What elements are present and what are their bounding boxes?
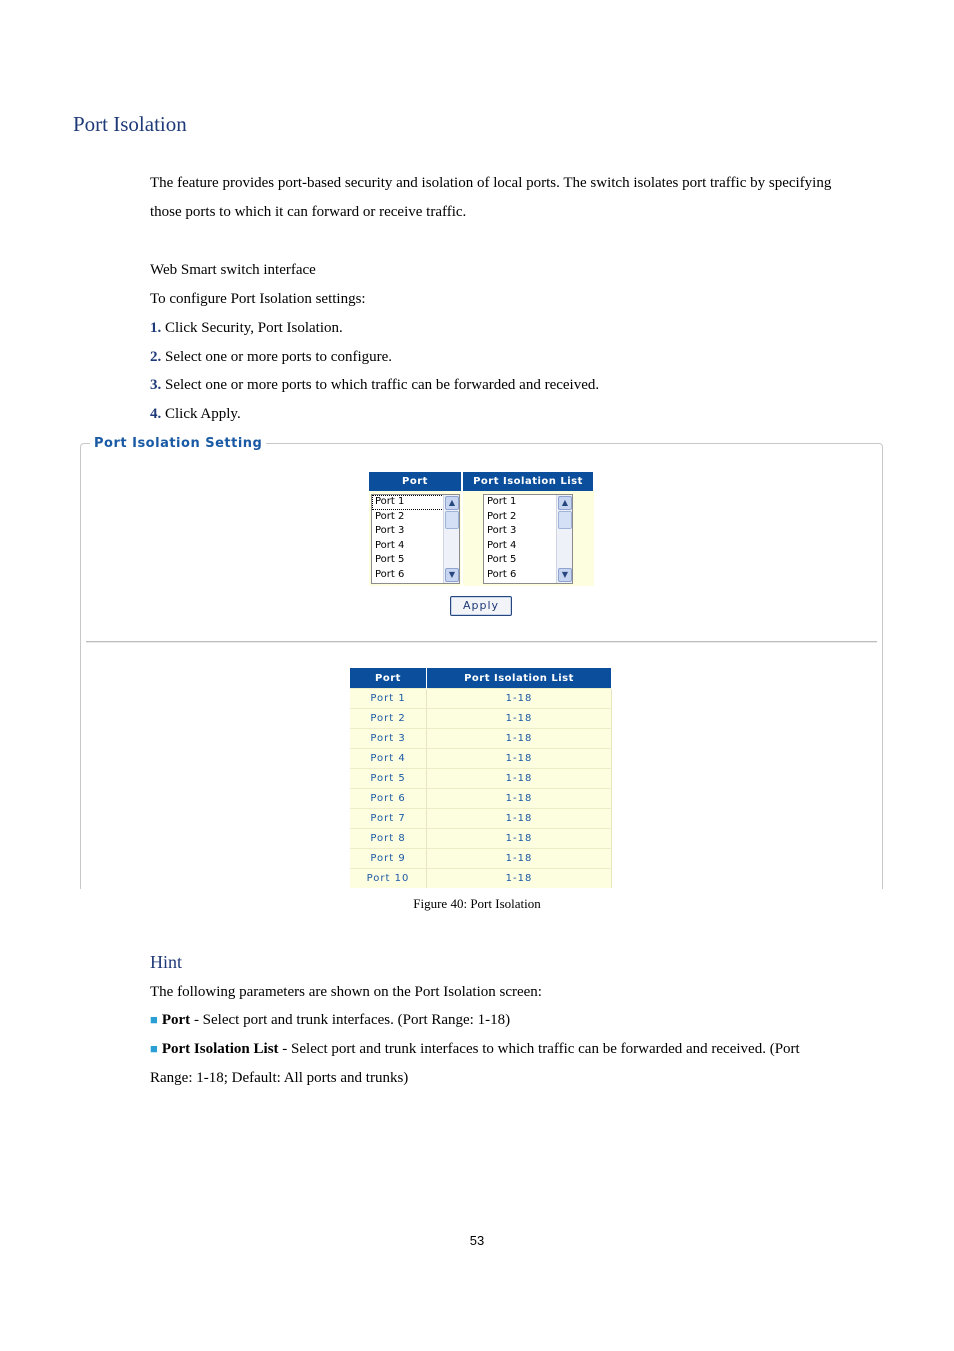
bullet-icon: ■ xyxy=(150,1012,158,1027)
table-row xyxy=(350,849,612,869)
intro-line-2: those ports to which it can forward or receive traffic. xyxy=(150,204,467,220)
port-cell: Port 10 xyxy=(350,869,427,889)
scrollbar[interactable] xyxy=(556,495,572,583)
interface-label: Web Smart switch interface xyxy=(150,262,316,278)
scroll-thumb[interactable] xyxy=(558,511,572,529)
list-cell: 1-18 xyxy=(427,869,612,889)
table-row xyxy=(350,749,612,769)
step-number: 2. xyxy=(150,349,162,365)
port-cell: Port 7 xyxy=(350,809,427,829)
step-number: 4. xyxy=(150,406,162,422)
step-3 xyxy=(150,376,599,394)
bullet-icon: ■ xyxy=(150,1041,158,1056)
list-cell: 1-18 xyxy=(427,749,612,769)
step-text: Select one or more ports to configure. xyxy=(161,349,393,365)
list-cell: 1-18 xyxy=(427,689,612,709)
apply-button[interactable]: Apply xyxy=(450,596,512,616)
configure-label: To configure Port Isolation settings: xyxy=(150,291,366,307)
table-row xyxy=(350,689,612,709)
hint-item-port xyxy=(150,1011,510,1029)
list-item[interactable]: Port 2 xyxy=(375,510,405,522)
list-item[interactable]: Port 1 xyxy=(372,495,444,510)
hint-desc: - Select port and trunk interfaces to which traffic can be forwarded and received. (Port xyxy=(278,1041,800,1057)
page-title: Port Isolation xyxy=(73,112,187,136)
hint-term: Port xyxy=(161,1012,191,1028)
hint-title: Hint xyxy=(150,952,183,972)
table-row xyxy=(350,829,612,849)
setting-port-header: Port xyxy=(369,472,461,491)
step-number: 1. xyxy=(150,320,162,336)
step-text: Select one or more ports to which traffic can be forwarded and received. xyxy=(161,377,600,393)
isolation-results-table xyxy=(350,668,612,888)
list-item[interactable]: Port 3 xyxy=(487,525,517,536)
scroll-up-icon[interactable]: ▲ xyxy=(445,496,459,510)
scroll-down-icon[interactable]: ▼ xyxy=(445,568,459,582)
port-select-list[interactable] xyxy=(371,494,460,584)
port-cell: Port 4 xyxy=(350,749,427,769)
list-cell: 1-18 xyxy=(427,789,612,809)
list-item[interactable]: Port 6 xyxy=(487,568,517,580)
hint-item-list-continued: Range: 1-18; Default: All ports and trunks) xyxy=(150,1070,409,1086)
port-cell: Port 6 xyxy=(350,789,427,809)
port-cell: Port 8 xyxy=(350,829,427,849)
port-cell: Port 2 xyxy=(350,709,427,729)
table-row xyxy=(350,709,612,729)
list-item[interactable]: Port 3 xyxy=(375,525,405,536)
step-4 xyxy=(150,405,241,423)
fieldset-legend: Port Isolation Setting xyxy=(90,436,266,451)
setting-list-header: Port Isolation List xyxy=(463,472,593,491)
hint-term: Port Isolation List xyxy=(161,1041,279,1057)
list-cell: 1-18 xyxy=(427,809,612,829)
intro-line-1: The feature provides port-based security and isolation of local ports. The switch isolates port traffic by specifying xyxy=(150,175,832,191)
scroll-up-icon[interactable]: ▲ xyxy=(558,496,572,510)
column-header-list: Port Isolation List xyxy=(427,668,612,689)
figure-caption: Figure 40: Port Isolation xyxy=(413,896,541,911)
port-cell: Port 9 xyxy=(350,849,427,869)
port-cell: Port 1 xyxy=(350,689,427,709)
step-text: Click Apply. xyxy=(161,406,241,422)
scroll-thumb[interactable] xyxy=(445,511,459,529)
table-row xyxy=(350,729,612,749)
list-cell: 1-18 xyxy=(427,849,612,869)
list-item[interactable]: Port 1 xyxy=(487,496,517,507)
step-text: Click Security, Port Isolation. xyxy=(161,320,343,336)
step-2 xyxy=(150,348,392,366)
scroll-down-icon[interactable]: ▼ xyxy=(558,568,572,582)
page-number: 53 xyxy=(469,1233,485,1248)
table-row xyxy=(350,769,612,789)
list-item[interactable]: Port 2 xyxy=(487,510,517,522)
list-cell: 1-18 xyxy=(427,709,612,729)
list-item[interactable]: Port 6 xyxy=(375,568,405,580)
table-row xyxy=(350,869,612,889)
table-row xyxy=(350,789,612,809)
step-1 xyxy=(150,319,343,337)
isolation-select-list[interactable] xyxy=(483,494,573,584)
section-divider xyxy=(86,641,877,643)
table-row xyxy=(350,809,612,829)
list-item[interactable]: Port 5 xyxy=(487,554,517,565)
hint-item-list xyxy=(150,1040,800,1058)
hint-desc: - Select port and trunk interfaces. (Port Range: 1-18) xyxy=(190,1012,511,1028)
list-cell: 1-18 xyxy=(427,729,612,749)
port-cell: Port 5 xyxy=(350,769,427,789)
list-item[interactable]: Port 4 xyxy=(487,539,517,551)
list-item[interactable]: Port 5 xyxy=(375,554,405,565)
hint-intro: The following parameters are shown on the Port Isolation screen: xyxy=(150,984,542,1000)
list-cell: 1-18 xyxy=(427,769,612,789)
scrollbar[interactable] xyxy=(443,495,459,583)
list-item[interactable]: Port 4 xyxy=(375,539,405,551)
step-number: 3. xyxy=(150,377,162,393)
list-cell: 1-18 xyxy=(427,829,612,849)
port-cell: Port 3 xyxy=(350,729,427,749)
column-header-port: Port xyxy=(350,668,427,689)
